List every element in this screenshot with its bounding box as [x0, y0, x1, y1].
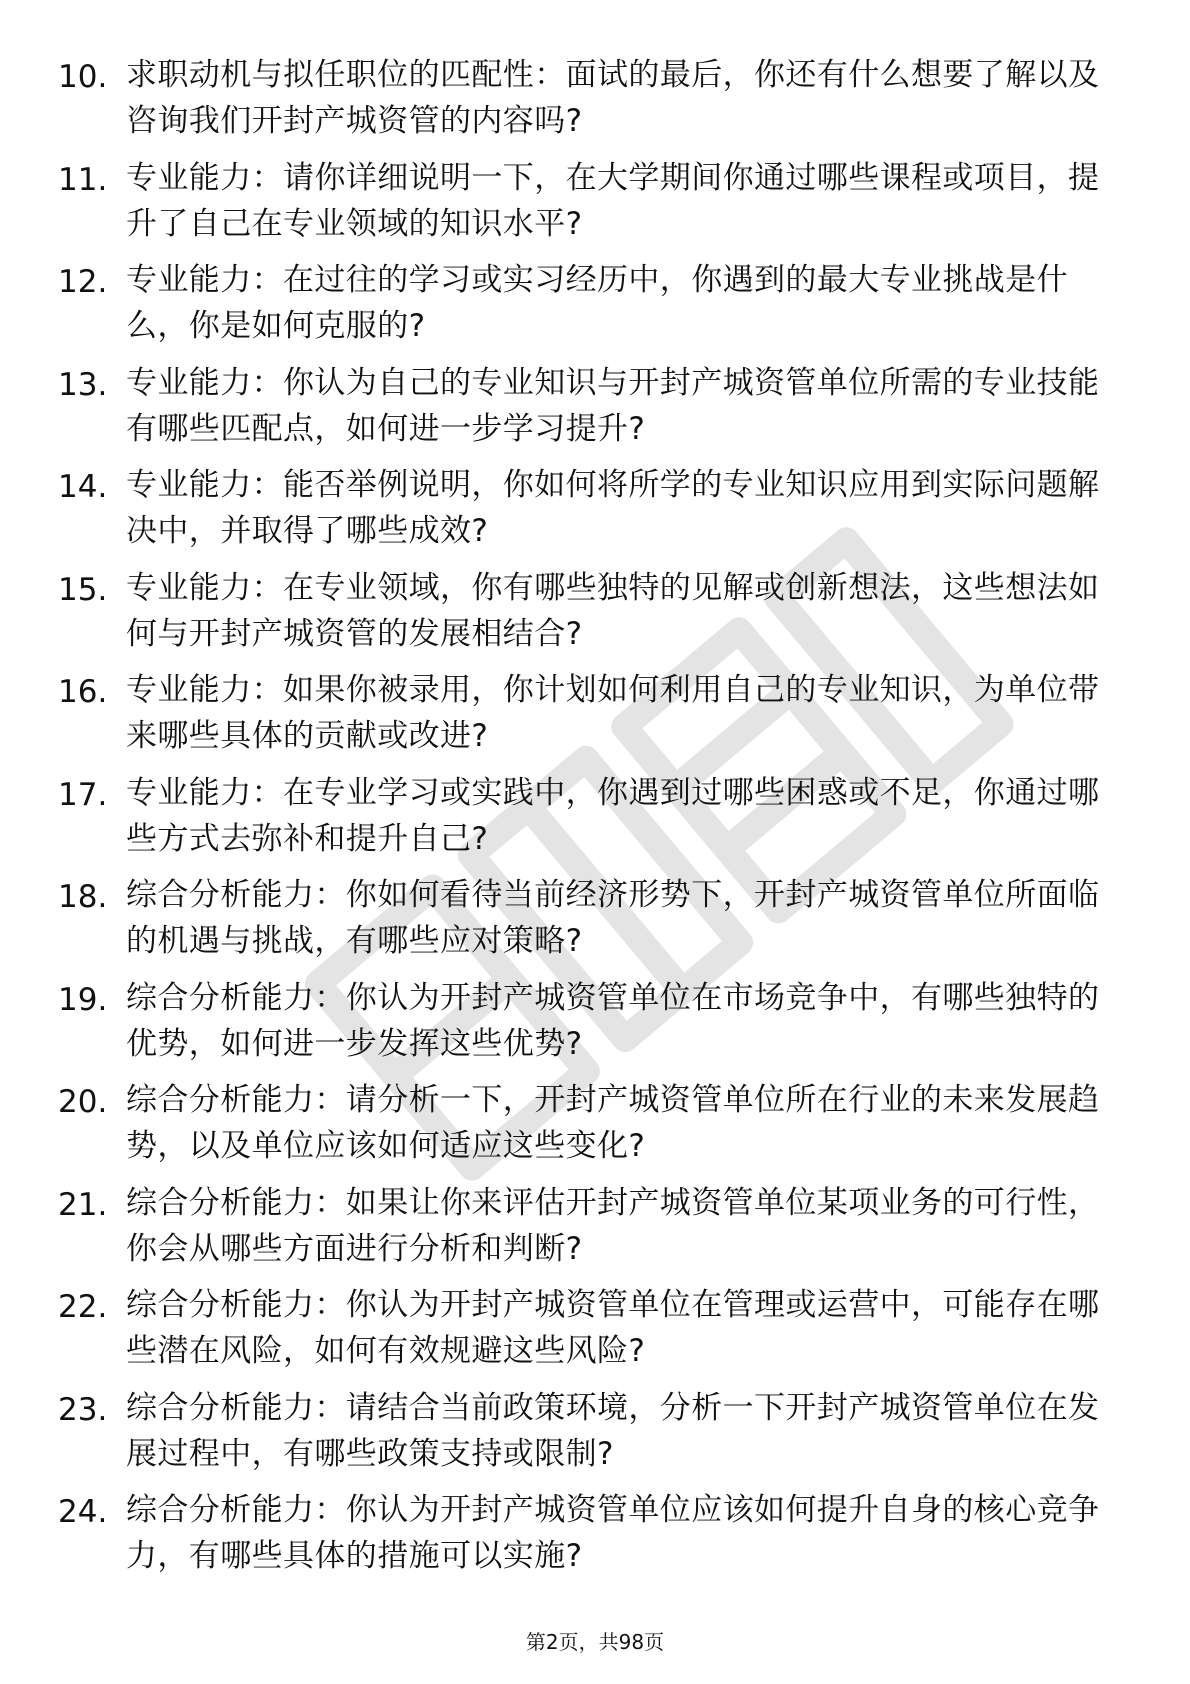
question-number: 21. — [58, 1186, 108, 1223]
question-text: 综合分析能力：你认为开封产城资管单位在管理或运营中，可能存在哪些潜在风险，如何有效规避这些风险? — [126, 1287, 1100, 1369]
question-number: 17. — [58, 776, 108, 813]
question-item — [0, 975, 1190, 1078]
question-number: 24. — [58, 1494, 108, 1530]
question-number: 20. — [58, 1084, 108, 1120]
question-number: 13. — [58, 366, 108, 403]
page-number: 第2页，共98页 — [525, 1630, 665, 1654]
question-text: 综合分析能力：请分析一下，开封产城资管单位所在行业的未来发展趋势，以及单位应该如何适应这些变化? — [126, 1082, 1100, 1164]
question-number: 19. — [58, 981, 108, 1018]
question-item — [0, 1282, 1190, 1385]
question-text: 综合分析能力：你认为开封产城资管单位在市场竞争中，有哪些独特的优势，如何进一步发挥这些优势? — [126, 979, 1100, 1062]
question-text: 综合分析能力：如果让你来评估开封产城资管单位某项业务的可行性，你会从哪些方面进行分析和判断? — [126, 1184, 1100, 1267]
question-text: 专业能力：在过往的学习或实习经历中，你遇到的最大专业挑战是什么，你是如何克服的? — [126, 262, 1068, 344]
question-item — [0, 1385, 1190, 1488]
question-number: 23. — [58, 1391, 108, 1428]
question-item — [0, 1487, 1190, 1590]
question-list — [0, 52, 1190, 1590]
question-text: 专业能力：能否举例说明，你如何将所学的专业知识应用到实际问题解决中，并取得了哪些成效? — [126, 467, 1100, 549]
question-text: 专业能力：请你详细说明一下，在大学期间你通过哪些课程或项目，提升了自己在专业领域的知识水平? — [126, 159, 1100, 242]
question-text: 综合分析能力：请结合当前政策环境，分析一下开封产城资管单位在发展过程中，有哪些政策支持或限制? — [126, 1389, 1100, 1472]
question-item — [0, 52, 1190, 155]
question-item — [0, 1180, 1190, 1283]
question-item — [0, 872, 1190, 975]
question-number: 10. — [58, 59, 108, 95]
question-text: 专业能力：在专业学习或实践中，你遇到过哪些困惑或不足，你通过哪些方式去弥补和提升自己? — [126, 774, 1100, 857]
question-number: 14. — [58, 469, 108, 505]
question-number: 11. — [58, 161, 108, 198]
question-number: 18. — [58, 879, 108, 915]
question-number: 12. — [58, 264, 108, 300]
question-item — [0, 462, 1190, 565]
question-item — [0, 155, 1190, 258]
question-item — [0, 257, 1190, 360]
question-item — [0, 770, 1190, 873]
question-number: 22. — [58, 1289, 108, 1325]
question-text: 综合分析能力：你如何看待当前经济形势下，开封产城资管单位所面临的机遇与挑战，有哪些应对策略? — [126, 877, 1100, 959]
question-item — [0, 667, 1190, 770]
question-item — [0, 565, 1190, 668]
question-item — [0, 360, 1190, 463]
question-number: 16. — [58, 674, 108, 710]
question-item — [0, 1077, 1190, 1180]
question-text: 专业能力：你认为自己的专业知识与开封产城资管单位所需的专业技能有哪些匹配点，如何进一步学习提升? — [126, 364, 1100, 447]
question-text: 求职动机与拟任职位的匹配性：面试的最后，你还有什么想要了解以及咨询我们开封产城资管的内容吗? — [126, 57, 1100, 139]
question-text: 专业能力：如果你被录用，你计划如何利用自己的专业知识，为单位带来哪些具体的贡献或改进? — [126, 672, 1100, 754]
question-text: 综合分析能力：你认为开封产城资管单位应该如何提升自身的核心竞争力，有哪些具体的措施可以实施? — [126, 1492, 1100, 1574]
question-text: 专业能力：在专业领域，你有哪些独特的见解或创新想法，这些想法如何与开封产城资管的发展相结合? — [126, 569, 1100, 652]
question-number: 15. — [58, 571, 108, 608]
